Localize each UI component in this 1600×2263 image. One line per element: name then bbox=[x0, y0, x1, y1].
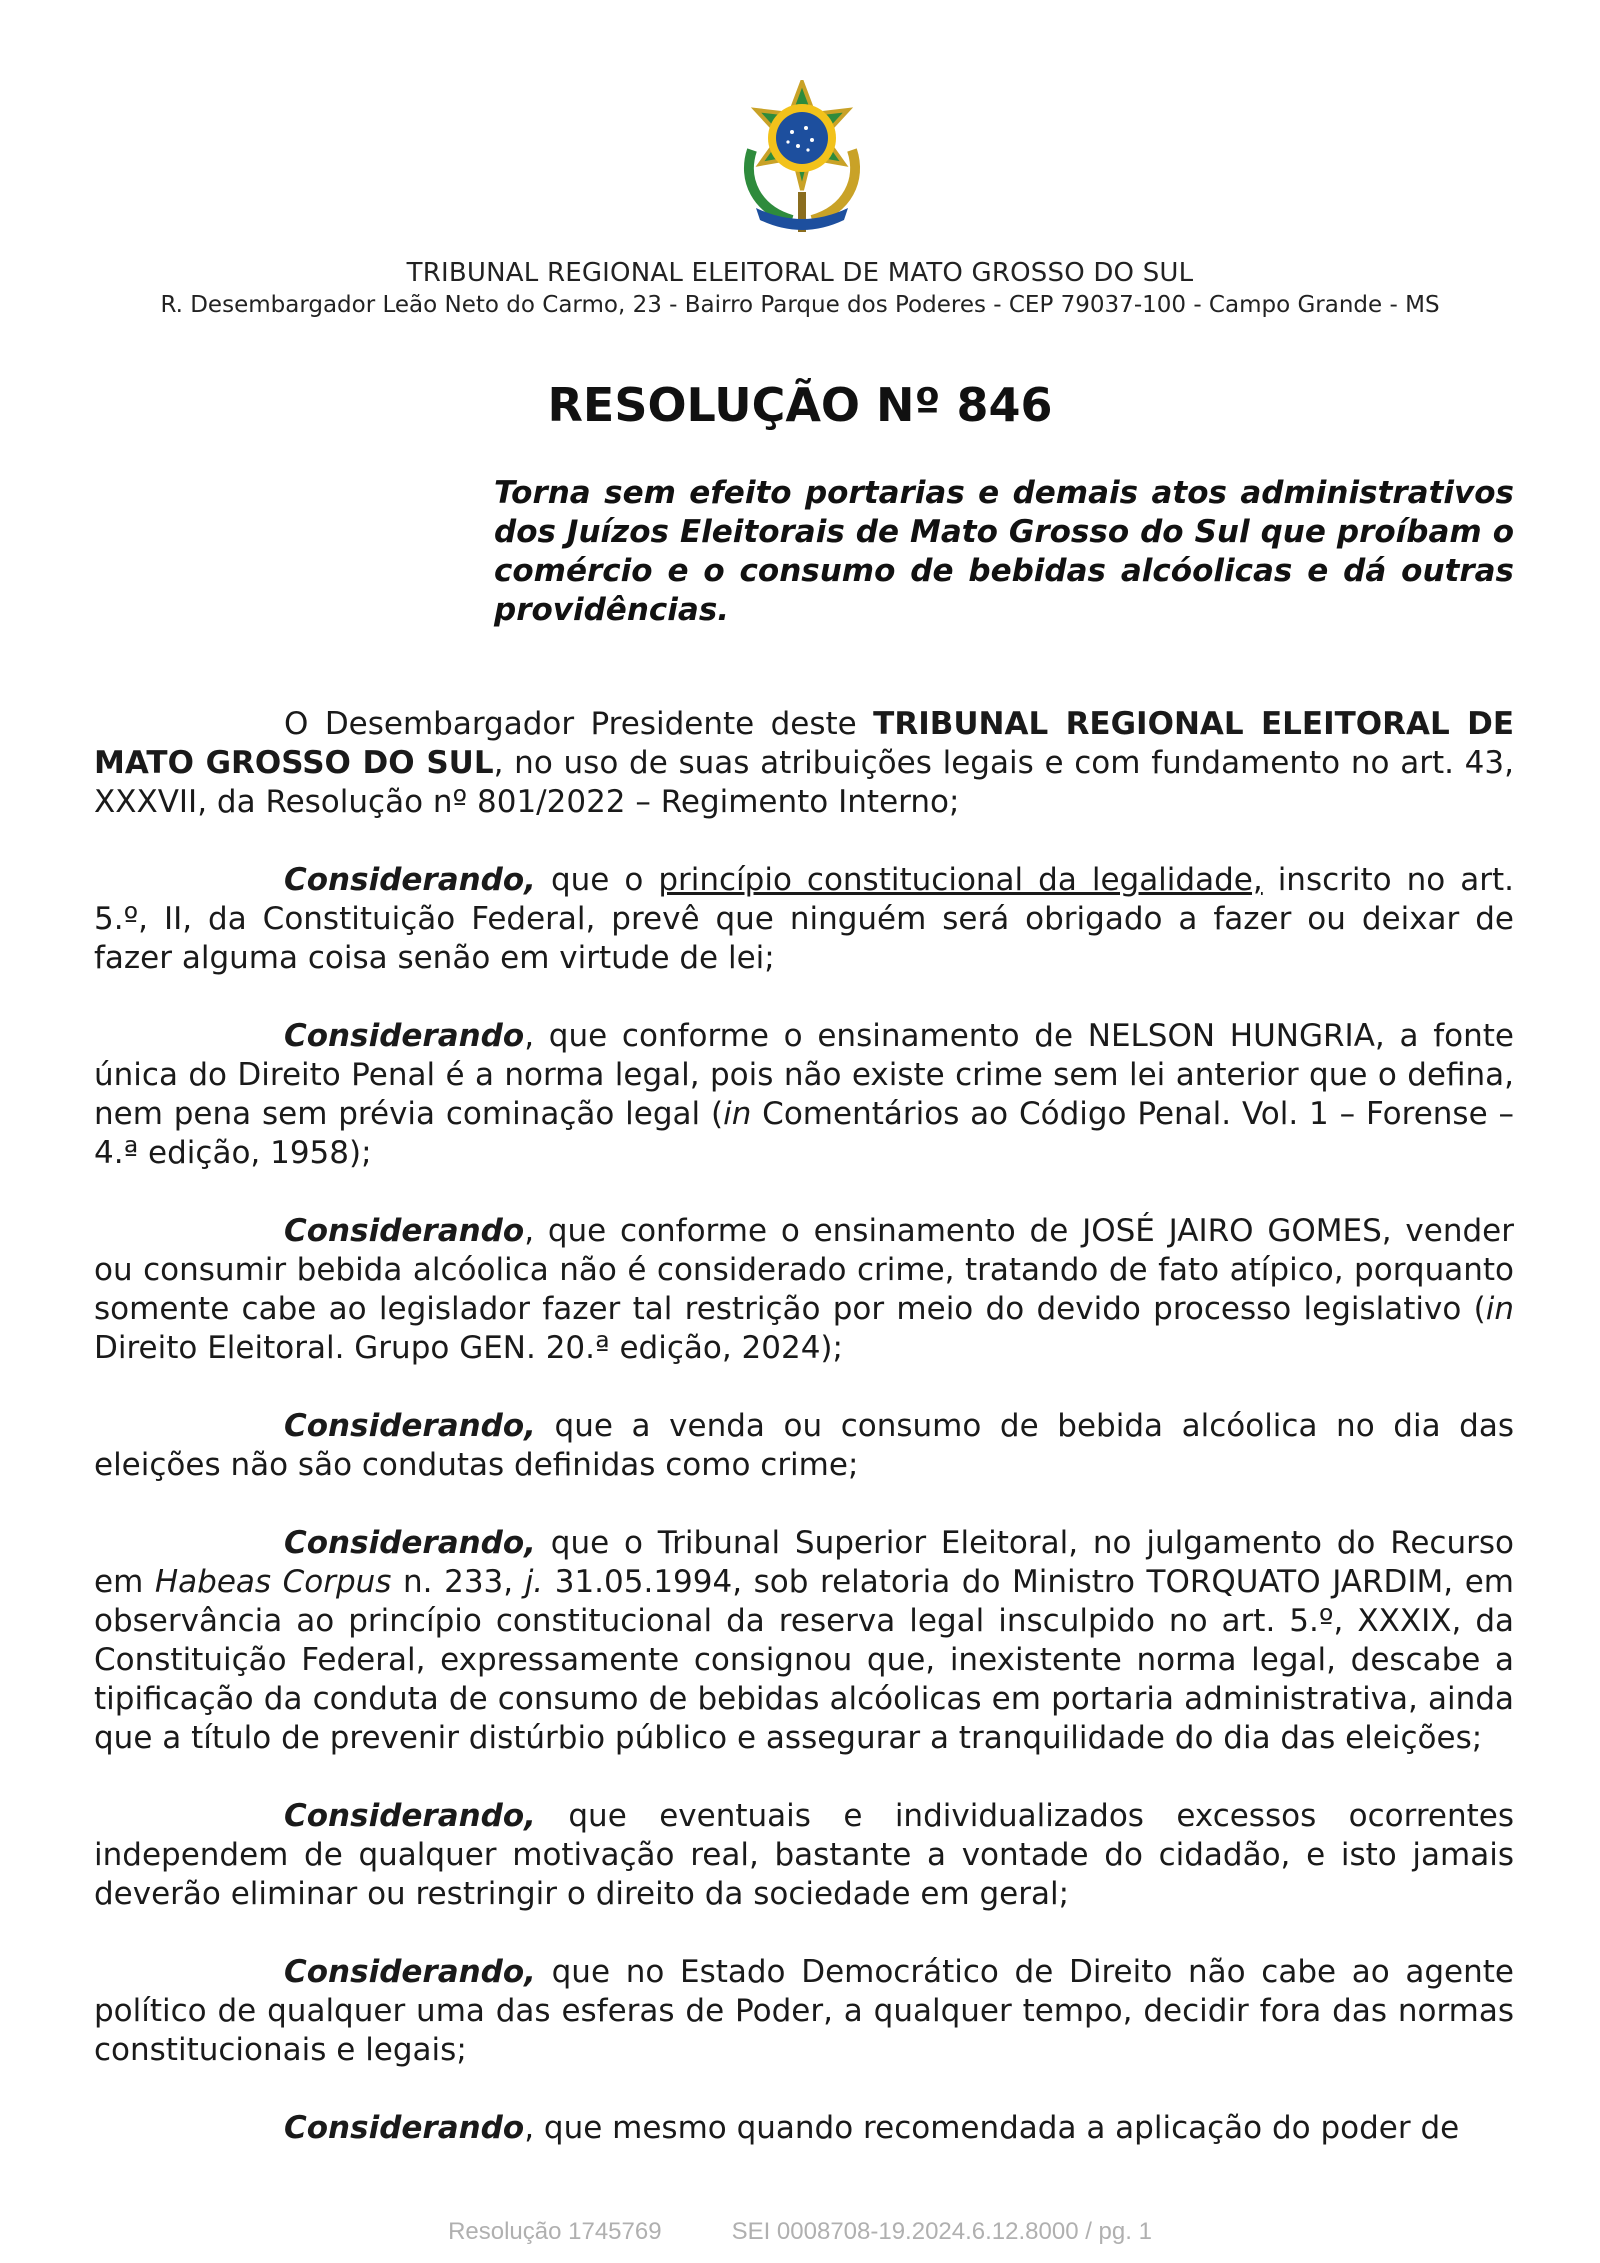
footer-document-reference: Resolução 1745769 bbox=[448, 2218, 662, 2245]
organization-address: R. Desembargador Leão Neto do Carmo, 23 - Bairro Parque dos Poderes - CEP 79037-100 - Campo Grande - MS bbox=[160, 292, 1440, 318]
paragraph-considerando-3: Considerando, que conforme o ensinamento de JOSÉ JAIRO GOMES, vender ou consumir bebida alcóolica não é considerado crime, tratando de fato atípico, porquanto somente cabe ao legislador fazer tal restrição por meio do devido processo legislativo (in Direito Eleitoral. Grupo GEN. 20.ª edição, 2024); bbox=[94, 1213, 1514, 1366]
ementa: Torna sem efeito portarias e demais atos administrativos dos Juízos Eleitorais de Mato Grosso do Sul que proíbam o comércio e o consumo de bebidas alcóolicas e dá outras providências. bbox=[494, 475, 1514, 628]
paragraph-considerando-6: Considerando, que eventuais e individualizados excessos ocorrentes independem de qualquer motivação real, bastante a vontade do cidadão, e isto jamais deverão eliminar ou restringir o direito da sociedade em geral; bbox=[94, 1798, 1514, 1912]
footer-sei-reference: SEI 0008708-19.2024.6.12.8000 / pg. 1 bbox=[731, 2218, 1152, 2245]
court-name: TRIBUNAL REGIONAL ELEITORAL DE MATO GROSSO DO SUL bbox=[94, 706, 1515, 781]
paragraph-considerando-2: Considerando, que conforme o ensinamento de NELSON HUNGRIA, a fonte única do Direito Penal é a norma legal, pois não existe crime sem lei anterior que o defina, nem pena sem prévia cominação legal (in Comentários ao Código Penal. Vol. 1 – Forense – 4.ª edição, 1958); bbox=[94, 1018, 1514, 1171]
considerando-keyword: Considerando, bbox=[284, 1525, 536, 1561]
considerando-keyword: Considerando, bbox=[284, 1954, 536, 1990]
paragraph-considerando-4: Considerando, que a venda ou consumo de bebida alcóolica no dia das eleições não são condutas definidas como crime; bbox=[94, 1408, 1514, 1483]
considerando-keyword: Considerando, bbox=[284, 1798, 536, 1834]
considerando-keyword: Considerando bbox=[284, 1213, 525, 1249]
considerando-keyword: Considerando, bbox=[284, 1408, 536, 1444]
paragraph-considerando-7: Considerando, que no Estado Democrático de Direito não cabe ao agente político de qualquer uma das esferas de Poder, a qualquer tempo, decidir fora das normas constitucionais e legais; bbox=[94, 1954, 1514, 2068]
considerando-keyword: Considerando bbox=[284, 2110, 525, 2146]
document-body bbox=[94, 705, 1514, 2187]
organization-name: TRIBUNAL REGIONAL ELEITORAL DE MATO GROSSO DO SUL bbox=[406, 258, 1194, 288]
document-title: RESOLUÇÃO Nº 846 bbox=[547, 378, 1053, 432]
brazil-coat-of-arms-icon bbox=[722, 80, 882, 240]
paragraph-preamble: O Desembargador Presidente deste TRIBUNAL REGIONAL ELEITORAL DE MATO GROSSO DO SUL, no uso de suas atribuições legais e com fundamento no art. 43, XXXVII, da Resolução nº 801/2022 – Regimento Interno; bbox=[94, 706, 1515, 820]
page-footer bbox=[0, 2218, 1600, 2246]
considerando-keyword: Considerando bbox=[284, 1018, 525, 1054]
considerando-keyword: Considerando, bbox=[284, 862, 536, 898]
paragraph-considerando-1: Considerando, que o princípio constitucional da legalidade, inscrito no art. 5.º, II, da Constituição Federal, prevê que ninguém será obrigado a fazer ou deixar de fazer alguma coisa senão em virtude de lei; bbox=[94, 862, 1514, 976]
paragraph-considerando-5: Considerando, que o Tribunal Superior Eleitoral, no julgamento do Recurso em Habeas Corpus n. 233, j. 31.05.1994, sob relatoria do Ministro TORQUATO JARDIM, em observância ao princípio constitucional da reserva legal insculpido no art. 5.º, XXXIX, da Constituição Federal, expressamente consignou que, inexistente norma legal, descabe a tipificação da conduta de consumo de bebidas alcóolicas em portaria administrativa, ainda que a título de prevenir distúrbio público e assegurar a tranquilidade do dia das eleições; bbox=[94, 1525, 1514, 1756]
paragraph-considerando-8: Considerando, que mesmo quando recomendada a aplicação do poder de bbox=[284, 2110, 1460, 2146]
underlined-principle: princípio constitucional da legalidade, bbox=[658, 862, 1263, 898]
